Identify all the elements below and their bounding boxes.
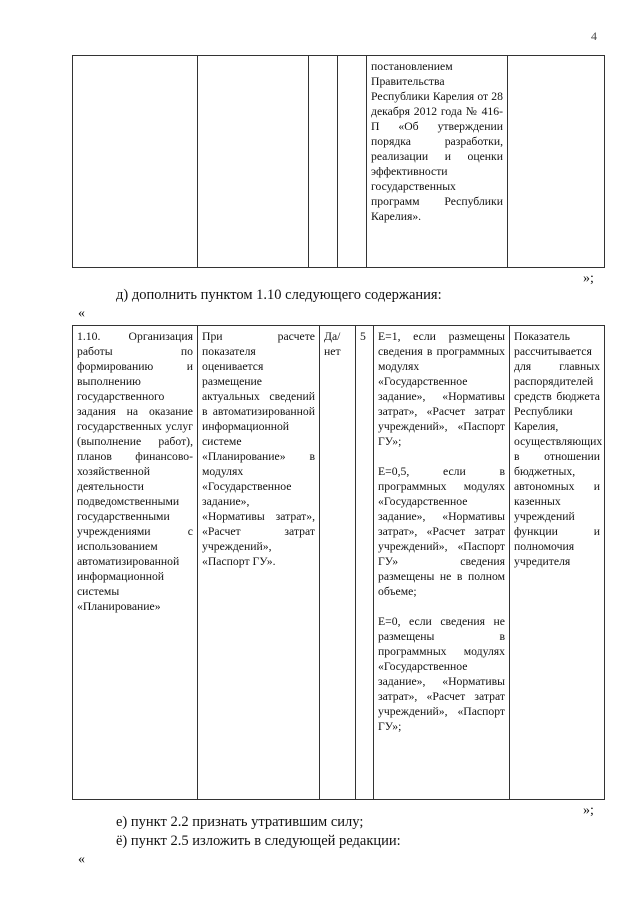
paragraph-e: е) пункт 2.2 признать утратившим силу; — [116, 814, 364, 830]
page-number: 4 — [591, 29, 597, 43]
formula-e0: E=0, если сведения не размещены в программных модулях «Государственное задание», «Нормативы затрат», «Расчет затрат учреждений», «Паспорт ГУ»; — [378, 615, 505, 733]
item-unit-cell: Да/ нет — [320, 326, 356, 800]
paragraph-yo: ё) пункт 2.5 изложить в следующей редакции: — [116, 833, 401, 849]
opening-quote: « — [78, 852, 85, 867]
opening-quote: « — [78, 306, 85, 321]
table-continuation — [72, 55, 605, 268]
item-formula-cell — [374, 326, 510, 800]
table-row — [73, 56, 605, 268]
table-new-item — [72, 325, 605, 800]
table-row — [73, 326, 605, 800]
paragraph-d: д) дополнить пунктом 1.10 следующего содержания: — [116, 287, 442, 303]
table-cell: постановлением Правительства Республики Карелия от 28 декабря 2012 года № 416-П «Об утверждении порядка разработки, реализации и оценки эффективности государственных программ Республики Карелия». — [367, 56, 508, 268]
closing-quote: »; — [583, 803, 594, 818]
item-weight-cell: 5 — [356, 326, 374, 800]
item-note-cell: Показатель рассчитывается для главных распорядителей средств бюджета Республики Карелия, осуществляющих в отношении бюджетных, автономных и казенных учреждений функции и полномочия учредителя — [510, 326, 605, 800]
formula-e05: E=0,5, если в программных модулях «Государственное задание», «Нормативы затрат», «Расчет затрат учреждений», «Паспорт ГУ» сведения размещены не в полном объеме; — [378, 465, 505, 598]
closing-quote: »; — [583, 271, 594, 286]
item-method-cell: При расчете показателя оценивается размещение актуальных сведений в автоматизированной информационной системе «Планирование» в модулях «Государственное задание», «Нормативы затрат», «Расчет затрат учреждений», «Паспорт ГУ». — [198, 326, 320, 800]
item-name-cell: 1.10. Организация работы по формированию и выполнению государственного задания на оказание государственных услуг (выполнение работ), планов финансово-хозяйственной деятельности подведомственными государственными учреждениями с использованием автоматизированной информационной системы «Планирование» — [73, 326, 198, 800]
formula-e1: E=1, если размещены сведения в программных модулях «Государственное задание», «Нормативы затрат», «Расчет затрат учреждений», «Паспорт ГУ»; — [378, 330, 505, 448]
